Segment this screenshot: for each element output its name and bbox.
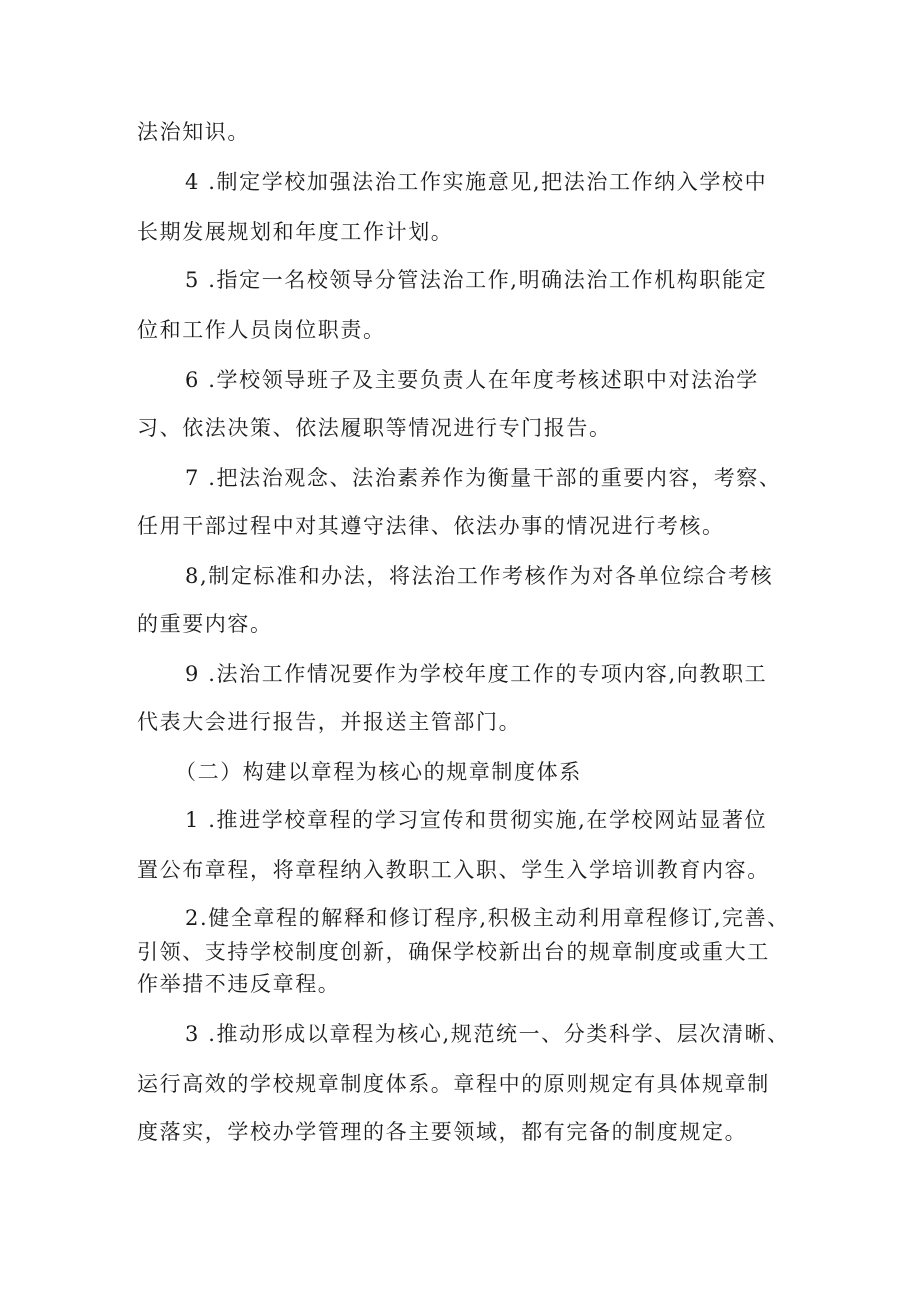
body-line: 位和工作人员岗位职责。 (137, 318, 386, 342)
body-line: 8,制定标准和办法，将法治工作考核作为对各单位综合考核 (185, 564, 774, 588)
body-line: 5 .指定一名校领导分管法治工作,明确法治工作机构职能定 (185, 268, 768, 292)
body-line: 6 .学校领导班子及主要负责人在年度考核述职中对法治学 (185, 368, 759, 392)
body-line: 运行高效的学校规章制度体系。章程中的原则规定有具体规章制 (137, 1072, 770, 1096)
body-line: 长期发展规划和年度工作计划。 (137, 220, 454, 244)
body-line: 9 .法治工作情况要作为学校年度工作的专项内容,向教职工 (185, 662, 768, 686)
body-line: 法治知识。 (137, 120, 250, 144)
body-line: 3 .推动形成以章程为核心,规范统一、分类科学、层次清晰、 (185, 1022, 790, 1046)
body-line: 置公布章程，将章程纳入教职工入职、学生入学培训教育内容。 (137, 858, 770, 882)
body-line: 4 .制定学校加强法治工作实施意见,把法治工作纳入学校中 (185, 170, 768, 194)
body-line: 度落实，学校办学管理的各主要领域，都有完备的制度规定。 (137, 1120, 748, 1144)
body-line: 习、依法决策、依法履职等情况进行专门报告。 (137, 416, 612, 440)
body-line: 引领、支持学校制度创新，确保学校新出台的规章制度或重大工 (137, 940, 770, 964)
body-line: 代表大会进行报告，并报送主管部门。 (137, 710, 522, 734)
body-line: 作举措不违反章程。 (137, 972, 341, 996)
body-line: 的重要内容。 (137, 612, 273, 636)
body-line: 任用干部过程中对其遵守法律、依法办事的情况进行考核。 (137, 514, 725, 538)
section-heading: （二）构建以章程为核心的规章制度体系 (175, 760, 582, 784)
body-line: 7 .把法治观念、法治素养作为衡量干部的重要内容，考察、 (185, 466, 782, 490)
body-line: 2.健全章程的解释和修订程序,积极主动利用章程修订,完善、 (185, 906, 790, 930)
body-line: 1 .推进学校章程的学习宣传和贯彻实施,在学校网站显著位 (185, 808, 768, 832)
